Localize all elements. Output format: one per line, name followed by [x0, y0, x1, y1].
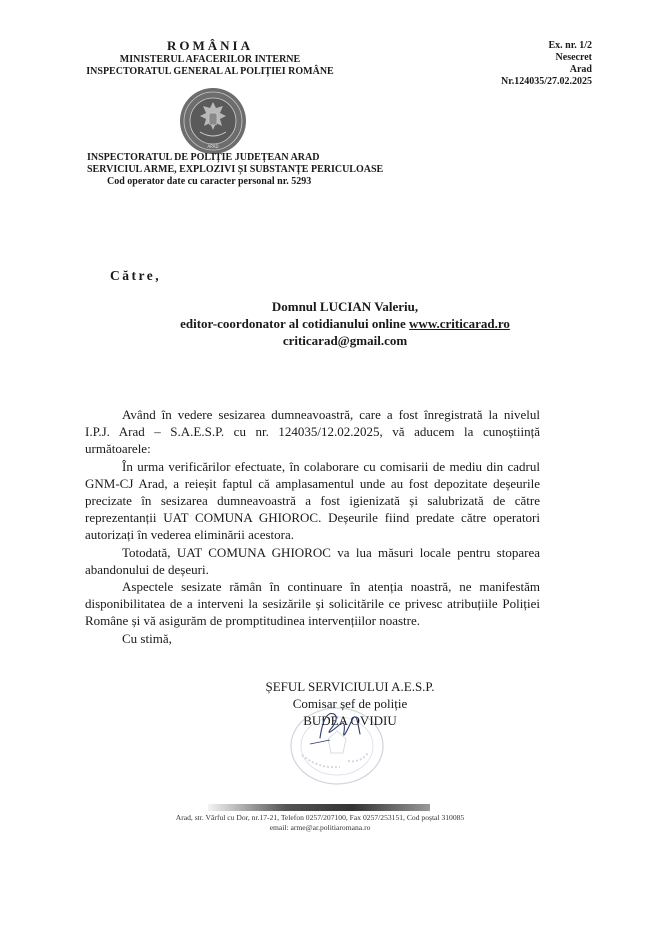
country-heading: ROMÂNIA	[167, 38, 253, 53]
inspectorate-heading: INSPECTORATUL GENERAL AL POLIȚIEI ROMÂNE	[86, 66, 334, 77]
footer-gradient-bar	[208, 804, 430, 811]
body-paragraph: Având în vedere sesizarea dumneavoastră, care a fost înregistrată la nivelul I.P.J. Arad – S.A.E.S.P. cu nr. 124035/12.02.2025, vă aducem la cunoștiință următoarele:	[85, 407, 540, 457]
unit-service: SERVICIUL ARME, EXPLOZIVI ȘI SUBSTANȚE PERICULOASE	[87, 164, 384, 175]
unit-block	[87, 152, 383, 188]
ministry-heading: MINISTERUL AFACERILOR INTERNE	[119, 54, 301, 65]
police-seal-icon	[178, 86, 248, 156]
handwritten-signature-icon	[300, 700, 390, 750]
document-registration-block	[501, 40, 592, 88]
footer-contact	[150, 813, 490, 833]
salutation: Către,	[110, 268, 162, 283]
footer-address: Arad, str. Vârful cu Dor, nr.17-21, Telefon 0257/207100, Fax 0257/253151, Cod poștal 310085	[175, 813, 465, 822]
seal-label: ARAD	[207, 144, 219, 149]
signatory-name: BUDEA OVIDIU	[303, 713, 397, 728]
body-paragraph: Totodată, UAT COMUNA GHIOROC va lua măsuri locale pentru stoparea abandonului de deșeuri.	[85, 544, 540, 577]
recipient-name: Domnul LUCIAN Valeriu,	[271, 299, 419, 314]
body-paragraph: În urma verificărilor efectuate, în colaborare cu comisarii de mediu din cadrul GNM-CJ Arad, a reieșit faptul că amplasamentul unde au fost depozitate deșeurile precizate în sesizarea dumneavoastră a fost igienizată și salubrizată de către reprezentanții UAT COMUNA GHIOROC. Deșeurile fiind predate către operatori autorizați în vederea eliminării acestora.	[85, 458, 540, 543]
registration-number: Nr.124035/27.02.2025	[500, 76, 592, 87]
recipient-role	[150, 315, 540, 332]
recipient-email[interactable]: criticarad@gmail.com	[282, 333, 408, 348]
unit-name: INSPECTORATUL DE POLIȚIE JUDEȚEAN ARAD	[87, 152, 320, 163]
recipient-block	[150, 298, 540, 349]
copy-number: Ex. nr. 1/2	[548, 40, 592, 51]
city: Arad	[569, 64, 592, 75]
signatory-rank: Comisar șef de poliție	[292, 696, 408, 711]
body-paragraph: Aspectele sesizate rămân în continuare în atenția noastră, ne manifestăm disponibilitatea de a interveni la sesizările și solicitările ce privesc atribuțiile Poliției Române și vă asigurăm de promptitudinea intervențiilor noastre.	[85, 579, 540, 629]
footer-email[interactable]: email: arme@ar.politiaromana.ro	[269, 823, 371, 832]
operator-code: Cod operator date cu caracter personal nr. 5293	[107, 176, 312, 187]
recipient-role-text: editor-coordonator al cotidianului online	[180, 316, 410, 331]
closing: Cu stimă,	[122, 630, 172, 646]
letter-body	[85, 406, 540, 647]
website-link[interactable]: www.criticarad.ro	[409, 316, 510, 331]
classification: Nesecret	[555, 52, 592, 63]
signatory-title: ȘEFUL SERVICIULUI A.E.S.P.	[265, 679, 435, 694]
